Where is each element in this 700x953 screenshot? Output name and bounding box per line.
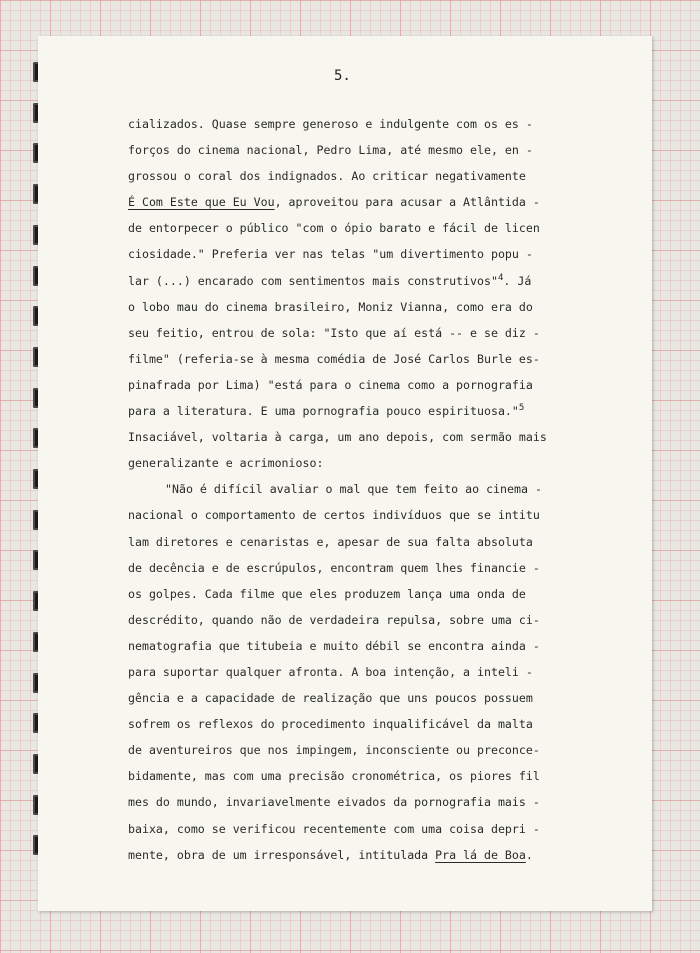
text-segment: . Já <box>503 273 532 288</box>
underlined-title: Pra lá de Boa <box>435 847 526 862</box>
text-line: gência e a capacidade de realização que uns poucos possuem <box>128 691 533 706</box>
footnote-marker: 4 <box>497 272 504 283</box>
text-line: forços do cinema nacional, Pedro Lima, até mesmo ele, en - <box>128 143 533 158</box>
text-line <box>128 398 618 424</box>
text-line <box>128 268 618 294</box>
text-line: de decência e de escrúpulos, encontram quem lhes financie - <box>128 560 540 575</box>
text-line: Insaciável, voltaria à carga, um ano depois, com sermão mais <box>128 430 547 445</box>
text-line: de entorpecer o público "com o ópio barato e fácil de licen <box>128 221 540 236</box>
footnote-marker: 5 <box>518 403 525 414</box>
text-line: nematografia que titubeia e muito débil se encontra ainda - <box>128 638 540 653</box>
text-line: sofrem os reflexos do procedimento inqualificável da malta <box>128 717 533 732</box>
typed-page <box>38 36 652 911</box>
text-line: "Não é difícil avaliar o mal que tem feito ao cinema - <box>165 482 542 497</box>
text-segment: , aproveitou para acusar a Atlântida - <box>274 195 540 210</box>
text-segment: mente, obra de um irresponsável, intitulada <box>128 847 436 862</box>
page-number: 5. <box>334 68 351 84</box>
text-line: mes do mundo, invariavelmente eivados da pornografia mais - <box>128 795 540 810</box>
text-line: baixa, como se verificou recentemente com uma coisa depri - <box>128 821 540 836</box>
text-segment: para a literatura. E uma pornografia pouco espirituosa." <box>128 404 519 419</box>
text-line: lam diretores e cenaristas e, apesar de sua falta absoluta <box>128 534 533 549</box>
text-line: ciosidade." Preferia ver nas telas "um divertimento popu - <box>128 247 533 262</box>
text-line: os golpes. Cada filme que eles produzem lança uma onda de <box>128 586 526 601</box>
text-line: para suportar qualquer afronta. A boa intenção, a inteli - <box>128 664 533 679</box>
text-line: bidamente, mas com uma precisão cronométrica, os piores fil <box>128 769 540 784</box>
text-segment: . <box>525 847 533 862</box>
text-line: o lobo mau do cinema brasileiro, Moniz Vianna, como era do <box>128 299 533 314</box>
text-line: grossou o coral dos indignados. Ao criticar negativamente <box>128 169 526 184</box>
text-line: pinafrada por Lima) "está para o cinema como a pornografia <box>128 377 533 392</box>
text-line: de aventureiros que nos impingem, inconsciente ou preconce- <box>128 743 540 758</box>
text-line: cializados. Quase sempre generoso e indulgente com os es - <box>128 117 533 131</box>
underlined-title: É Com Este que Eu Vou <box>128 195 275 210</box>
body-text <box>128 111 618 868</box>
text-line <box>128 189 618 215</box>
text-line: filme" (referia-se à mesma comédia de José Carlos Burle es- <box>128 351 540 366</box>
text-line: descrédito, quando não de verdadeira repulsa, sobre uma ci- <box>128 612 540 627</box>
text-segment: lar (...) encarado com sentimentos mais construtivos" <box>128 273 498 288</box>
text-line: generalizante e acrimonioso: <box>128 456 324 471</box>
text-line: seu feitio, entrou de sola: "Isto que aí está -- e se diz - <box>128 325 540 340</box>
text-line <box>128 842 618 868</box>
text-line: nacional o comportamento de certos indivíduos que se intitu <box>128 508 540 523</box>
